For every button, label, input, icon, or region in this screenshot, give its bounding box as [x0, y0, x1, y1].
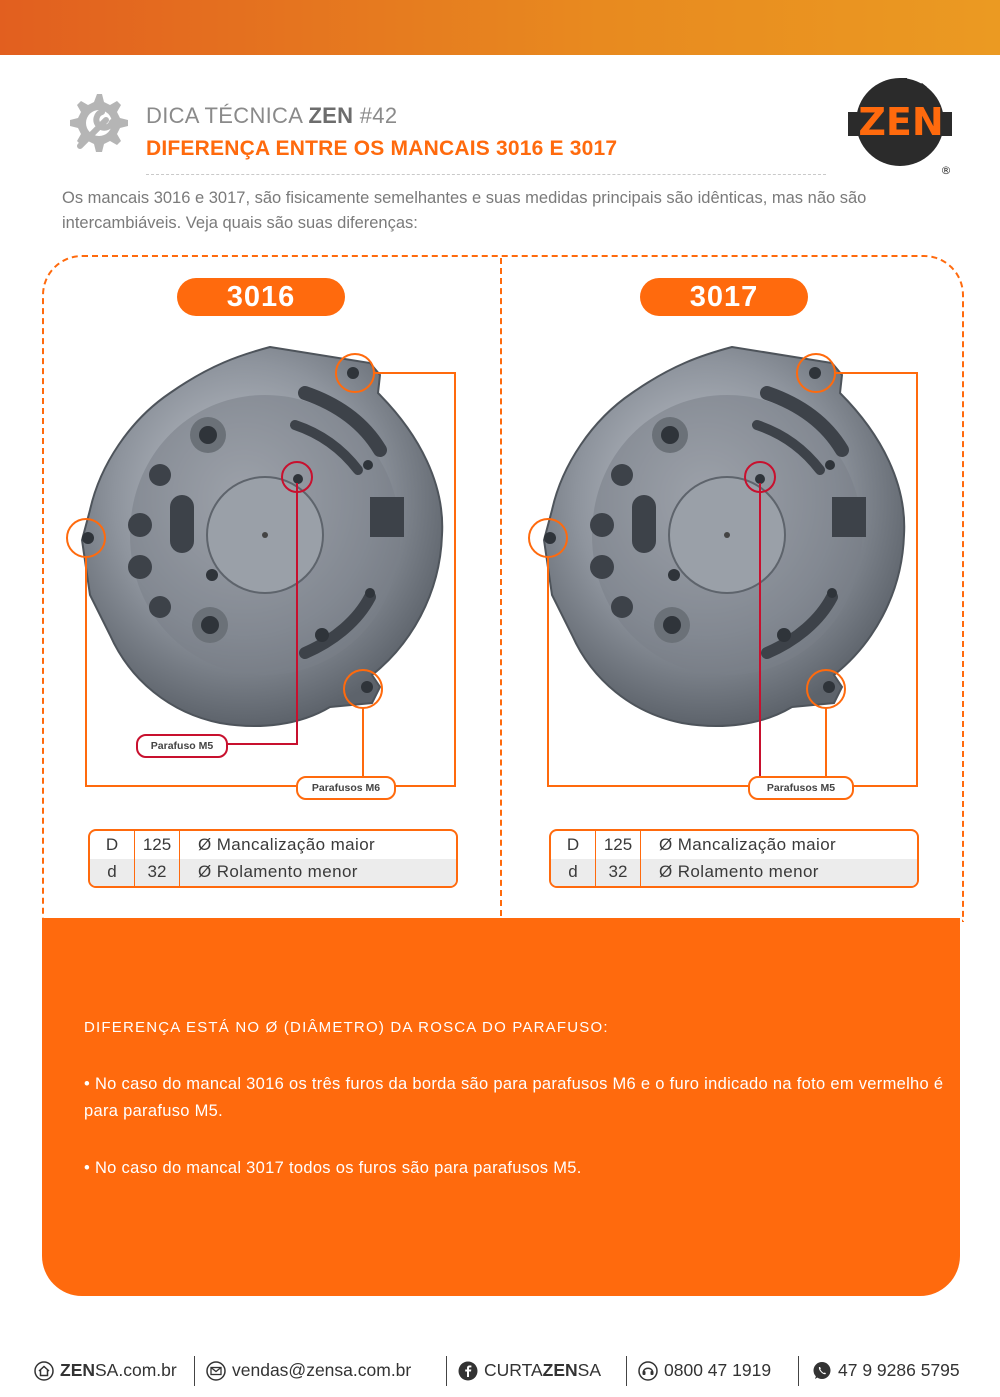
- footer-facebook[interactable]: CURTAZENSA: [458, 1352, 601, 1388]
- spec-description: Ø Mancalização maior: [198, 834, 376, 854]
- spec-value: 32: [135, 859, 180, 887]
- spec-value: 125: [596, 831, 641, 859]
- headset-icon: [638, 1361, 658, 1381]
- footer-email[interactable]: vendas@zensa.com.br: [206, 1352, 411, 1388]
- home-icon: [34, 1361, 54, 1381]
- footer: [0, 1352, 1000, 1392]
- spec-symbol: d: [90, 859, 135, 887]
- product-label-3017: 3017: [640, 278, 808, 316]
- spec-description: Ø Mancalização maior: [659, 834, 837, 854]
- difference-bullet-3017: • No caso do mancal 3017 todos os furos são para parafusos M5.: [84, 1159, 582, 1177]
- email-icon: [206, 1361, 226, 1381]
- footer-whatsapp[interactable]: 47 9 9286 5795: [812, 1352, 960, 1388]
- page-title: DIFERENÇA ENTRE OS MANCAIS 3016 E 3017: [146, 137, 618, 160]
- spec-table-3017: [549, 829, 919, 888]
- svg-text:ZEN: ZEN: [858, 100, 944, 144]
- footer-phone[interactable]: 0800 47 1919: [638, 1352, 771, 1388]
- footer-website[interactable]: ZENSA.com.br: [34, 1352, 177, 1388]
- spec-description: Ø Rolamento menor: [180, 859, 457, 887]
- intro-text: Os mancais 3016 e 3017, são fisicamente semelhantes e suas medidas principais são idênticas, mas não são intercambiáveis. Veja quais são suas diferenças:: [62, 189, 867, 232]
- footer-separator: [626, 1356, 627, 1386]
- spec-table-3016: [88, 829, 458, 888]
- spec-symbol: D: [90, 831, 135, 859]
- facebook-icon: [458, 1361, 478, 1381]
- footer-separator: [446, 1356, 447, 1386]
- difference-title: DIFERENÇA ESTÁ NO Ø (DIÂMETRO) DA ROSCA DO PARAFUSO:: [84, 1019, 609, 1036]
- footer-separator: [798, 1356, 799, 1386]
- svg-text:®: ®: [940, 164, 952, 177]
- tag-3017-m5: Parafusos M5: [748, 776, 854, 800]
- kicker: DICA TÉCNICA ZEN #42: [146, 103, 398, 128]
- spec-value: 32: [596, 859, 641, 887]
- product-label-3016: 3016: [177, 278, 345, 316]
- tag-3016-m5: Parafuso M5: [136, 734, 228, 758]
- footer-separator: [194, 1356, 195, 1386]
- difference-bullet-3016: • No caso do mancal 3016 os três furos da borda são para parafusos M6 e o furo indicado na foto em vermelho é para parafuso M5.: [84, 1075, 944, 1120]
- whatsapp-icon: [812, 1361, 832, 1381]
- spec-symbol: d: [551, 859, 596, 887]
- spec-symbol: D: [551, 831, 596, 859]
- spec-value: 125: [135, 831, 180, 859]
- tag-3016-m6: Parafusos M6: [296, 776, 396, 800]
- spec-description: Ø Rolamento menor: [641, 859, 918, 887]
